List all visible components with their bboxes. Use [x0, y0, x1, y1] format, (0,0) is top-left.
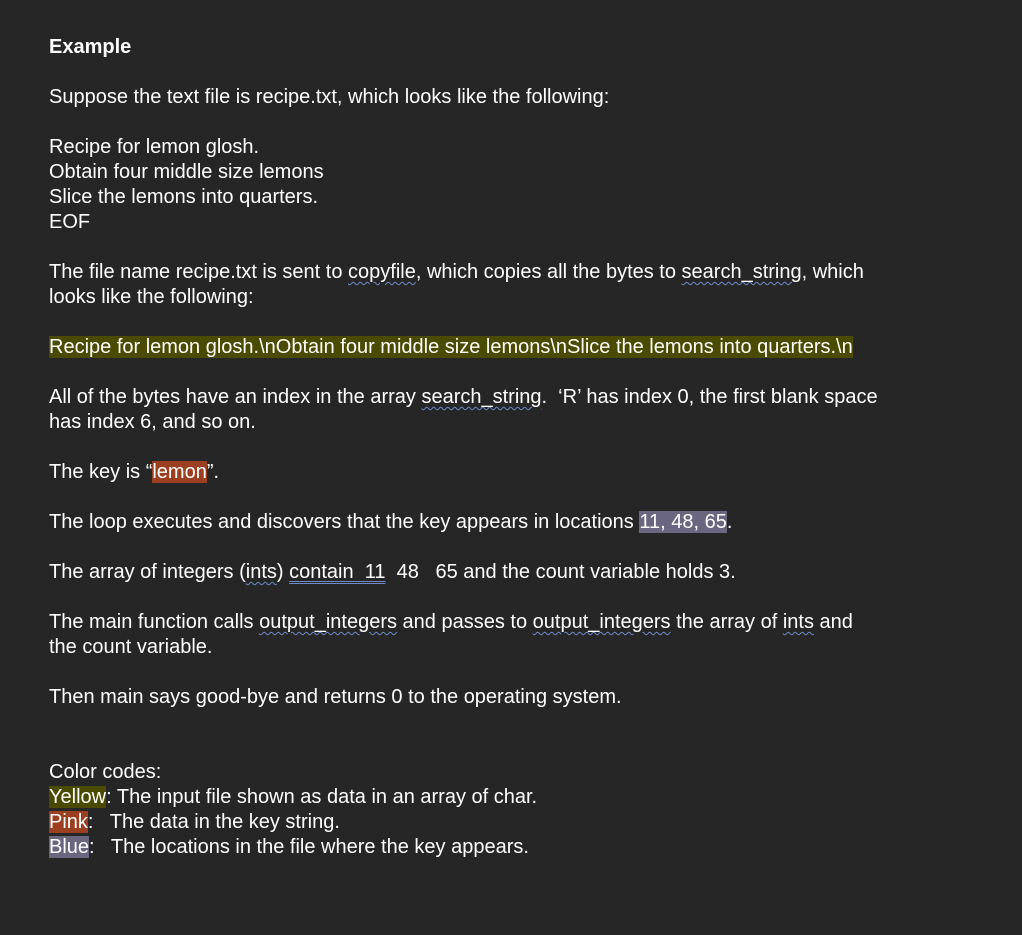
copyfile-line-2: looks like the following: [49, 286, 254, 308]
search-string-word: search_string [421, 386, 542, 408]
text-run: , which copies all the bytes to [415, 261, 682, 283]
legend-text: : The locations in the file where the key appears. [89, 836, 529, 858]
recipe-line [49, 210, 989, 235]
text-run: and passes to [397, 611, 533, 633]
recipe-line-3: Slice the lemons into quarters. [49, 186, 319, 208]
text-run: , which [801, 261, 864, 283]
array-paragraph [49, 560, 989, 585]
output-integers-word: output_integers [259, 611, 397, 633]
legend-blue [49, 835, 989, 860]
text-run: The file name recipe.txt is sent to [49, 261, 349, 283]
text-run: ) [276, 561, 290, 583]
recipe-block [49, 135, 989, 235]
yellow-data-line [49, 335, 989, 360]
text-run: and [813, 611, 853, 633]
legend-text: : The data in the key string. [87, 811, 340, 833]
recipe-line [49, 185, 989, 210]
text-run: The key is “ [49, 461, 153, 483]
recipe-line [49, 135, 989, 160]
search-string-word: search_string [681, 261, 802, 283]
pink-highlight: lemon [152, 461, 207, 483]
text-run: The array of integers ( [49, 561, 246, 583]
goodbye-paragraph: Then main says good-bye and returns 0 to the operating system. [49, 686, 622, 708]
yellow-highlight: Recipe for lemon glosh.\nObtain four middle size lemons\nSlice the lemons into quarters.\n [49, 336, 853, 358]
key-paragraph [49, 460, 989, 485]
yellow-label: Yellow [49, 786, 107, 808]
intro-paragraph: Suppose the text file is recipe.txt, which looks like the following: [49, 86, 610, 108]
legend-text: : The input file shown as data in an array of char. [106, 786, 538, 808]
pink-label: Pink [49, 811, 88, 833]
blue-label: Blue [49, 836, 90, 858]
text-run: 48 65 and the count variable holds 3. [385, 561, 736, 583]
main-line-2: the count variable. [49, 636, 213, 658]
main-line-1 [49, 610, 989, 635]
heading: Example [49, 36, 132, 58]
text-run: All of the bytes have an index in the array [49, 386, 422, 408]
text-run: . ‘R’ has index 0, the first blank space [541, 386, 878, 408]
blue-highlight: 11, 48, 65 [639, 511, 727, 533]
output-integers-word: output_integers [532, 611, 671, 633]
main-paragraph [49, 610, 989, 660]
legend-pink [49, 810, 989, 835]
recipe-line-2: Obtain four middle size lemons [49, 161, 324, 183]
color-codes-legend [49, 760, 989, 860]
text-run: The main function calls [49, 611, 260, 633]
recipe-line-1: Recipe for lemon glosh. [49, 136, 260, 158]
text-run: ”. [206, 461, 220, 483]
recipe-line-4: EOF [49, 211, 91, 233]
spacer [49, 710, 989, 760]
legend-yellow [49, 785, 989, 810]
ints-word: ints [245, 561, 277, 583]
copyfile-word: copyfile [348, 261, 416, 283]
color-codes-title: Color codes: [49, 761, 162, 783]
copyfile-paragraph [49, 260, 989, 310]
document-body [49, 35, 989, 860]
text-run: the array of [670, 611, 783, 633]
text-run: The loop executes and discovers that the key appears in locations [49, 511, 640, 533]
index-line-2: has index 6, and so on. [49, 411, 256, 433]
recipe-line [49, 160, 989, 185]
loop-paragraph [49, 510, 989, 535]
index-line-1 [49, 385, 989, 410]
index-paragraph [49, 385, 989, 435]
ints-word: ints [782, 611, 814, 633]
contain-word: contain 11 [289, 561, 386, 583]
copyfile-line-1 [49, 260, 989, 285]
text-run: . [726, 511, 733, 533]
